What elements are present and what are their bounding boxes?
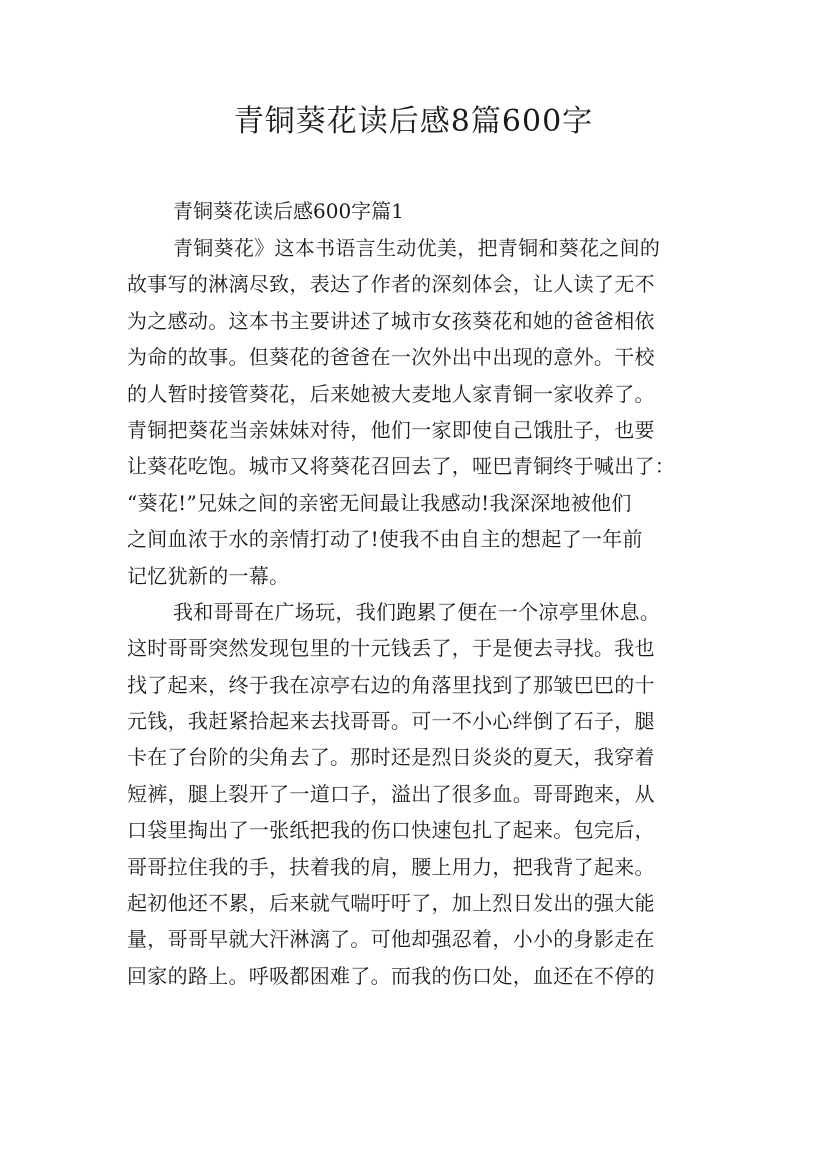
paragraph-line: 卡在了台阶的尖角去了。那时还是烈日炎炎的夏天，我穿着 xyxy=(127,745,655,770)
paragraph-line: 这时哥哥突然发现包里的十元钱丢了，于是便去寻找。我也 xyxy=(127,636,655,661)
paragraph-1 xyxy=(127,230,712,594)
paragraph-line: 为命的故事。但葵花的爸爸在一次外出中出现的意外。干校 xyxy=(127,345,655,370)
paragraph-line: 元钱，我赶紧拾起来去找哥哥。可一不小心绊倒了石子，腿 xyxy=(127,709,655,734)
paragraph-line: 为之感动。这本书主要讲述了城市女孩葵花和她的爸爸相依 xyxy=(127,308,655,333)
paragraph-line: “葵花!”兄妹之间的亲密无间最让我感动!我深深地被他们 xyxy=(127,490,632,515)
paragraph-line: 量，哥哥早就大汗淋漓了。可他却强忍着，小小的身影走在 xyxy=(127,927,655,952)
paragraph-line: 之间血浓于水的亲情打动了!使我不由自主的想起了一年前 xyxy=(127,527,643,552)
paragraph-line: 让葵花吃饱。城市又将葵花召回去了，哑巴青铜终于喊出了： xyxy=(127,454,676,479)
paragraph-line: 故事写的淋漓尽致，表达了作者的深刻体会，让人读了无不 xyxy=(127,272,655,297)
paragraph-line: 青铜葵花》这本书语言生动优美，把青铜和葵花之间的 xyxy=(173,236,661,260)
document-body xyxy=(127,192,712,994)
paragraph-line: 找了起来，终于我在凉亭右边的角落里找到了那皱巴巴的十 xyxy=(127,672,655,697)
section-heading: 青铜葵花读后感600字篇1 xyxy=(173,199,404,223)
paragraph-2 xyxy=(127,594,712,994)
paragraph-line: 回家的路上。呼吸都困难了。而我的伤口处，血还在不停的 xyxy=(127,963,655,988)
paragraph-line: 起初他还不累，后来就气喘吁吁了，加上烈日发出的强大能 xyxy=(127,891,655,916)
paragraph-line: 我和哥哥在广场玩，我们跑累了便在一个凉亭里休息。 xyxy=(173,599,661,624)
document-title: 青铜葵花读后感8篇600字 xyxy=(233,104,594,139)
paragraph-line: 的人暂时接管葵花，后来她被大麦地人家青铜一家收养了。 xyxy=(127,381,655,406)
paragraph-line: 青铜把葵花当亲妹妹对待，他们一家即使自己饿肚子，也要 xyxy=(127,417,655,442)
paragraph-line: 记忆犹新的一幕。 xyxy=(127,563,290,588)
paragraph-line: 短裤，腿上裂开了一道口子，溢出了很多血。哥哥跑来，从 xyxy=(127,781,655,806)
paragraph-line: 口袋里掏出了一张纸把我的伤口快速包扎了起来。包完后， xyxy=(127,818,655,843)
paragraph-line: 哥哥拉住我的手，扶着我的肩，腰上用力，把我背了起来。 xyxy=(127,854,655,879)
